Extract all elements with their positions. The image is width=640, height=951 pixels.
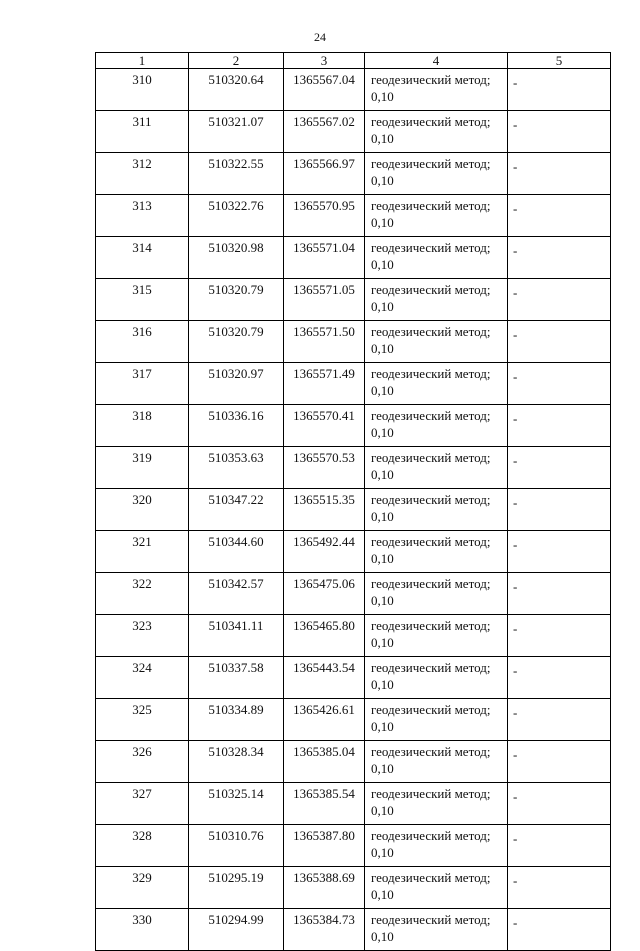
x-coordinate-cell: 510353.63 [189, 447, 284, 489]
method-cell: геодезический метод; 0,10 [365, 741, 508, 783]
x-coordinate-cell: 510347.22 [189, 489, 284, 531]
point-number-cell: 316 [96, 321, 189, 363]
note-cell: - [508, 657, 611, 699]
method-cell: геодезический метод; 0,10 [365, 699, 508, 741]
method-cell: геодезический метод; 0,10 [365, 321, 508, 363]
note-cell: - [508, 195, 611, 237]
note-cell: - [508, 825, 611, 867]
point-number-cell: 310 [96, 69, 189, 111]
method-cell: геодезический метод; 0,10 [365, 531, 508, 573]
table-row [96, 321, 611, 363]
x-coordinate-cell: 510341.11 [189, 615, 284, 657]
method-cell: геодезический метод; 0,10 [365, 405, 508, 447]
note-cell: - [508, 153, 611, 195]
x-coordinate-cell: 510342.57 [189, 573, 284, 615]
note-cell: - [508, 447, 611, 489]
point-number-cell: 320 [96, 489, 189, 531]
x-coordinate-cell: 510325.14 [189, 783, 284, 825]
header-cell: 2 [189, 53, 284, 69]
method-cell: геодезический метод; 0,10 [365, 489, 508, 531]
point-number-cell: 326 [96, 741, 189, 783]
x-coordinate-cell: 510295.19 [189, 867, 284, 909]
point-number-cell: 322 [96, 573, 189, 615]
method-cell: геодезический метод; 0,10 [365, 615, 508, 657]
method-cell: геодезический метод; 0,10 [365, 657, 508, 699]
y-coordinate-cell: 1365388.69 [284, 867, 365, 909]
y-coordinate-cell: 1365465.80 [284, 615, 365, 657]
point-number-cell: 329 [96, 867, 189, 909]
table-row [96, 741, 611, 783]
method-cell: геодезический метод; 0,10 [365, 363, 508, 405]
note-cell: - [508, 867, 611, 909]
y-coordinate-cell: 1365492.44 [284, 531, 365, 573]
table-row [96, 195, 611, 237]
table-row [96, 909, 611, 951]
table-body [96, 69, 611, 951]
y-coordinate-cell: 1365570.95 [284, 195, 365, 237]
note-cell: - [508, 321, 611, 363]
method-cell: геодезический метод; 0,10 [365, 111, 508, 153]
point-number-cell: 314 [96, 237, 189, 279]
note-cell: - [508, 699, 611, 741]
y-coordinate-cell: 1365443.54 [284, 657, 365, 699]
point-number-cell: 328 [96, 825, 189, 867]
header-cell: 3 [284, 53, 365, 69]
x-coordinate-cell: 510322.55 [189, 153, 284, 195]
x-coordinate-cell: 510321.07 [189, 111, 284, 153]
y-coordinate-cell: 1365475.06 [284, 573, 365, 615]
point-number-cell: 311 [96, 111, 189, 153]
note-cell: - [508, 405, 611, 447]
note-cell: - [508, 363, 611, 405]
table-row [96, 699, 611, 741]
table-row [96, 111, 611, 153]
point-number-cell: 318 [96, 405, 189, 447]
x-coordinate-cell: 510320.98 [189, 237, 284, 279]
x-coordinate-cell: 510320.97 [189, 363, 284, 405]
table-header-row [96, 53, 611, 69]
note-cell: - [508, 237, 611, 279]
y-coordinate-cell: 1365385.54 [284, 783, 365, 825]
table-row [96, 363, 611, 405]
note-cell: - [508, 531, 611, 573]
method-cell: геодезический метод; 0,10 [365, 279, 508, 321]
x-coordinate-cell: 510320.79 [189, 321, 284, 363]
x-coordinate-cell: 510322.76 [189, 195, 284, 237]
note-cell: - [508, 489, 611, 531]
table-row [96, 615, 611, 657]
y-coordinate-cell: 1365387.80 [284, 825, 365, 867]
method-cell: геодезический метод; 0,10 [365, 153, 508, 195]
table-row [96, 783, 611, 825]
table-row [96, 657, 611, 699]
note-cell: - [508, 69, 611, 111]
point-number-cell: 317 [96, 363, 189, 405]
y-coordinate-cell: 1365385.04 [284, 741, 365, 783]
note-cell: - [508, 909, 611, 951]
table-row [96, 573, 611, 615]
method-cell: геодезический метод; 0,10 [365, 69, 508, 111]
table-row [96, 489, 611, 531]
table-row [96, 825, 611, 867]
header-cell: 4 [365, 53, 508, 69]
y-coordinate-cell: 1365515.35 [284, 489, 365, 531]
coordinates-table [95, 52, 611, 951]
note-cell: - [508, 111, 611, 153]
note-cell: - [508, 615, 611, 657]
table-row [96, 279, 611, 321]
point-number-cell: 313 [96, 195, 189, 237]
table-row [96, 867, 611, 909]
method-cell: геодезический метод; 0,10 [365, 195, 508, 237]
point-number-cell: 315 [96, 279, 189, 321]
point-number-cell: 330 [96, 909, 189, 951]
x-coordinate-cell: 510336.16 [189, 405, 284, 447]
x-coordinate-cell: 510320.79 [189, 279, 284, 321]
point-number-cell: 312 [96, 153, 189, 195]
note-cell: - [508, 741, 611, 783]
point-number-cell: 324 [96, 657, 189, 699]
method-cell: геодезический метод; 0,10 [365, 447, 508, 489]
table-row [96, 531, 611, 573]
y-coordinate-cell: 1365566.97 [284, 153, 365, 195]
y-coordinate-cell: 1365571.05 [284, 279, 365, 321]
table-row [96, 153, 611, 195]
x-coordinate-cell: 510320.64 [189, 69, 284, 111]
point-number-cell: 325 [96, 699, 189, 741]
table-row [96, 237, 611, 279]
point-number-cell: 321 [96, 531, 189, 573]
point-number-cell: 319 [96, 447, 189, 489]
x-coordinate-cell: 510344.60 [189, 531, 284, 573]
y-coordinate-cell: 1365567.02 [284, 111, 365, 153]
y-coordinate-cell: 1365571.04 [284, 237, 365, 279]
x-coordinate-cell: 510294.99 [189, 909, 284, 951]
table-row [96, 405, 611, 447]
note-cell: - [508, 783, 611, 825]
x-coordinate-cell: 510337.58 [189, 657, 284, 699]
point-number-cell: 323 [96, 615, 189, 657]
method-cell: геодезический метод; 0,10 [365, 573, 508, 615]
method-cell: геодезический метод; 0,10 [365, 825, 508, 867]
x-coordinate-cell: 510310.76 [189, 825, 284, 867]
page-number: 24 [314, 30, 326, 44]
method-cell: геодезический метод; 0,10 [365, 783, 508, 825]
y-coordinate-cell: 1365426.61 [284, 699, 365, 741]
header-cell: 5 [508, 53, 611, 69]
method-cell: геодезический метод; 0,10 [365, 867, 508, 909]
table-row [96, 447, 611, 489]
y-coordinate-cell: 1365570.53 [284, 447, 365, 489]
x-coordinate-cell: 510334.89 [189, 699, 284, 741]
y-coordinate-cell: 1365567.04 [284, 69, 365, 111]
y-coordinate-cell: 1365571.49 [284, 363, 365, 405]
point-number-cell: 327 [96, 783, 189, 825]
x-coordinate-cell: 510328.34 [189, 741, 284, 783]
table-row [96, 69, 611, 111]
method-cell: геодезический метод; 0,10 [365, 909, 508, 951]
method-cell: геодезический метод; 0,10 [365, 237, 508, 279]
note-cell: - [508, 279, 611, 321]
y-coordinate-cell: 1365384.73 [284, 909, 365, 951]
y-coordinate-cell: 1365570.41 [284, 405, 365, 447]
header-cell: 1 [96, 53, 189, 69]
note-cell: - [508, 573, 611, 615]
y-coordinate-cell: 1365571.50 [284, 321, 365, 363]
